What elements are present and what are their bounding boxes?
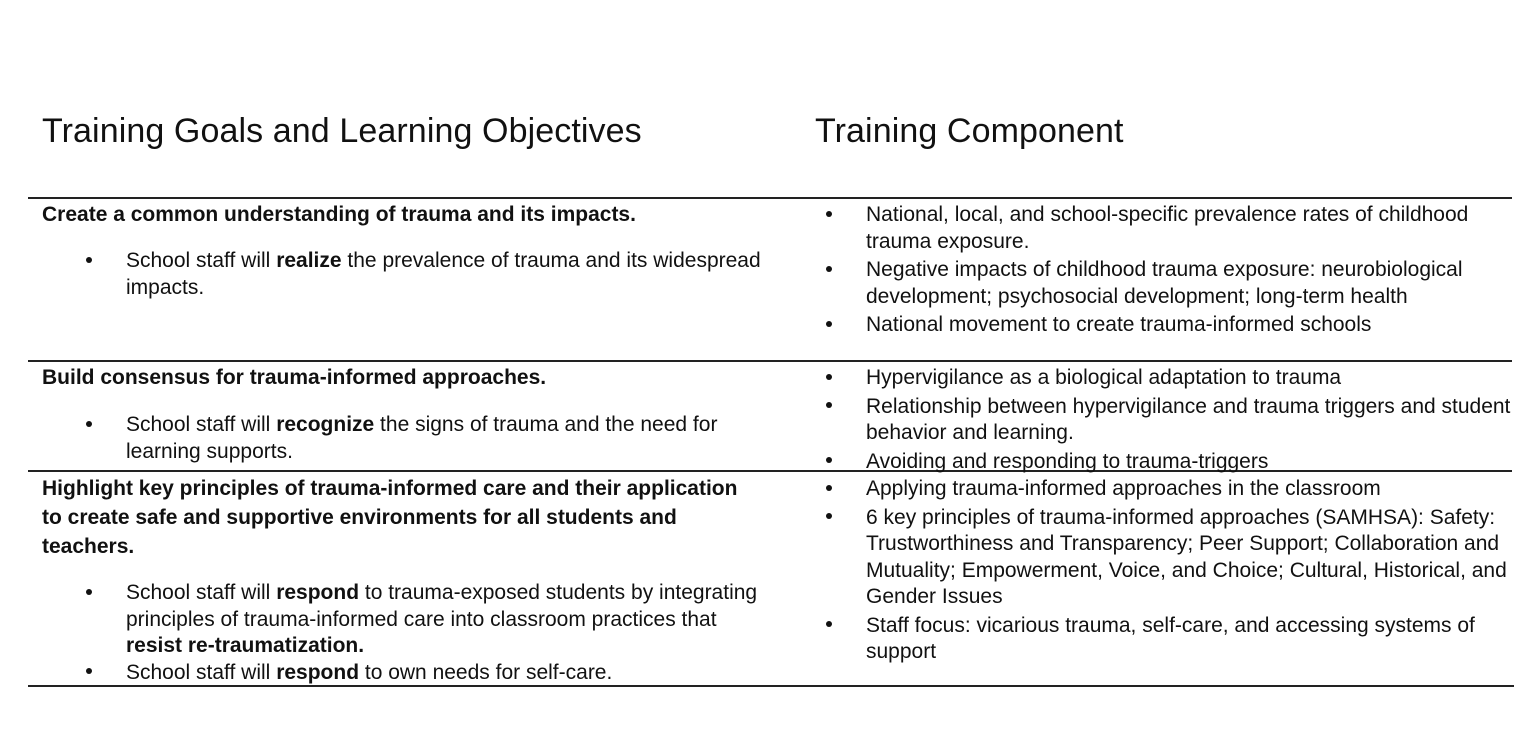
component-text: Applying trauma-informed approaches in the classroom — [866, 477, 1381, 500]
bullet-icon — [82, 580, 96, 607]
component-list — [822, 476, 1512, 668]
component-text: Hypervigilance as a biological adaptation to trauma — [866, 366, 1342, 389]
bullet-icon — [822, 476, 836, 503]
goal-heading: Create a common understanding of trauma and its impacts. — [42, 203, 636, 226]
component-text: Relationship between hypervigilance and trauma triggers and student behavior and learning. — [866, 394, 1511, 444]
bullet-icon — [822, 613, 836, 640]
bullet-icon — [822, 449, 836, 476]
component-item — [822, 476, 1512, 503]
component-list — [822, 202, 1512, 341]
component-item — [822, 505, 1512, 611]
objective-emphasis: resist re-traumatization. — [126, 634, 365, 657]
top-rule — [28, 197, 1512, 199]
bullet-icon — [82, 660, 96, 687]
left-column-header: Training Goals and Learning Objectives — [42, 112, 642, 150]
component-item — [822, 613, 1512, 666]
objective-text: School staff will — [126, 660, 277, 684]
bullet-icon — [822, 312, 836, 339]
objective-list — [82, 248, 772, 301]
goal-heading: Highlight key principles of trauma-informed care and their application to create safe and supportive environments for all students and teachers. — [42, 477, 738, 558]
component-item — [822, 202, 1512, 255]
objective-text: School staff will — [126, 249, 277, 272]
component-item — [822, 365, 1512, 392]
bullet-icon — [822, 257, 836, 284]
component-text: Negative impacts of childhood trauma exposure: neurobiological development; psychosocial development; long-term health — [866, 258, 1463, 308]
component-item — [822, 257, 1512, 310]
objective-list — [82, 412, 772, 465]
objective-text: to own needs for self-care. — [359, 660, 613, 684]
objective-verb: realize — [276, 249, 342, 272]
objective-verb: respond — [276, 660, 360, 684]
objective-text: to trauma-exposed students by integrating principles of trauma-informed care into classroom practices that — [126, 581, 758, 631]
bullet-icon — [822, 394, 836, 421]
objective-list — [82, 580, 772, 686]
component-text: Staff focus: vicarious trauma, self-care, and accessing systems of support — [866, 613, 1475, 663]
bullet-icon — [82, 248, 96, 275]
objective-verb: recognize — [276, 413, 375, 436]
component-item — [822, 394, 1512, 447]
objective-text: School staff will — [126, 413, 277, 436]
component-list — [822, 365, 1512, 477]
component-text: 6 key principles of trauma-informed approaches (SAMHSA): Safety: Trustworthiness and Transparency; Peer Support; Collaboration and Mutuality; Empowerment, Voice, and Choice; Cultural, Historical, and Gender Issues — [866, 505, 1507, 608]
bullet-icon — [822, 202, 836, 229]
component-item — [822, 449, 1512, 476]
bullet-icon — [822, 365, 836, 392]
objective-text: the prevalence of trauma and its widespread impacts. — [126, 249, 761, 299]
bullet-icon — [82, 412, 96, 439]
component-text: National movement to create trauma-informed schools — [866, 313, 1372, 336]
objective-item — [82, 248, 772, 301]
objective-text: the signs of trauma and the need for learning supports. — [126, 413, 718, 463]
objective-text: School staff will — [126, 581, 277, 604]
goal-heading: Build consensus for trauma-informed approaches. — [42, 366, 547, 389]
component-item — [822, 312, 1512, 339]
objective-item — [82, 660, 772, 687]
objective-verb: respond — [276, 581, 360, 604]
component-text: National, local, and school-specific prevalence rates of childhood trauma exposure. — [866, 203, 1469, 253]
objective-item — [82, 412, 772, 465]
right-column-header: Training Component — [815, 112, 1124, 150]
row-divider — [28, 360, 1512, 362]
bullet-icon — [822, 505, 836, 532]
component-text: Avoiding and responding to trauma-triggers — [866, 449, 1269, 473]
objective-item — [82, 580, 772, 660]
